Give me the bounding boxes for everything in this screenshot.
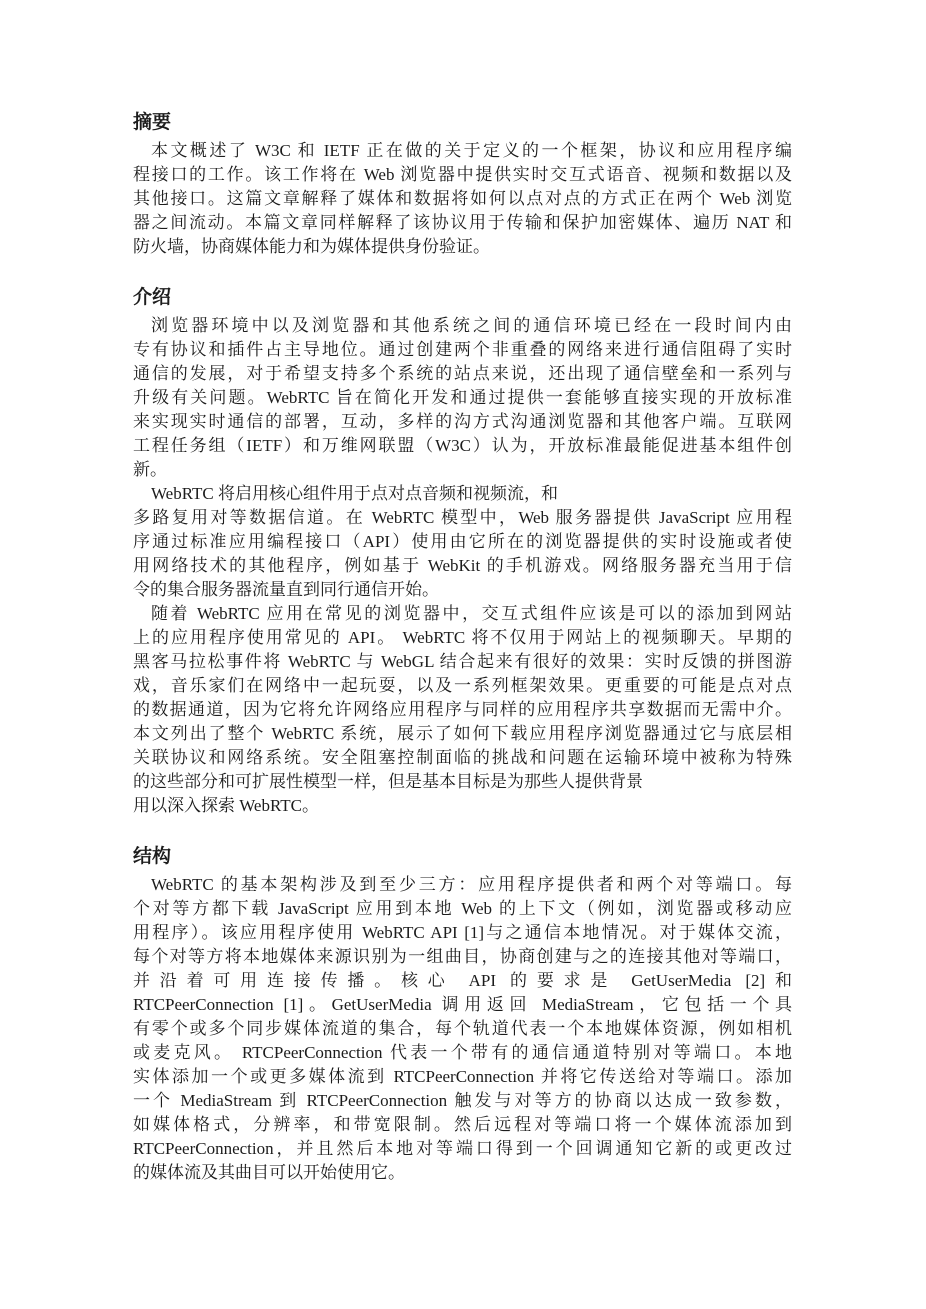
paragraph xyxy=(133,873,792,1185)
text-line: 戏，音乐家们在网络中一起玩耍，以及一系列框架效果。更重要的可能是点对点 xyxy=(133,676,792,695)
text-line: 用程序）。该应用程序使用 WebRTC API [1]与之通信本地情况。对于媒体交流， xyxy=(133,923,792,942)
section-heading: 结构 xyxy=(133,846,172,867)
text-line: 防火墙，协商媒体能力和为媒体提供身份验证。 xyxy=(133,237,490,256)
text-line: 关联协议和网络系统。安全阻塞控制面临的挑战和问题在运输环境中被称为特殊 xyxy=(133,748,792,767)
text-line: RTCPeerConnection，并且然后本地对等端口得到一个回调通知它新的或更改过 xyxy=(133,1139,792,1158)
paragraph xyxy=(133,602,792,818)
text-line: 个对等方都下载 JavaScript 应用到本地 Web 的上下文（例如，浏览器或移动应 xyxy=(133,899,792,918)
text-line: 令的集合服务器流量直到同行通信开始。 xyxy=(133,580,439,599)
section-heading: 摘要 xyxy=(133,112,172,133)
section xyxy=(133,285,792,818)
text-line: RTCPeerConnection [1]。GetUserMedia 调用返回 MediaStream，它包括一个具 xyxy=(133,995,792,1014)
text-line: 如媒体格式，分辨率，和带宽限制。然后远程对等端口将一个媒体流添加到 xyxy=(133,1115,792,1134)
text-line: 其他接口。这篇文章解释了媒体和数据将如何以点对点的方式正在两个 Web 浏览 xyxy=(133,189,792,208)
text-line: 用以深入探索 WebRTC。 xyxy=(133,796,320,815)
text-line: 浏览器环境中以及浏览器和其他系统之间的通信环境已经在一段时间内由 xyxy=(151,316,792,335)
text-line: 实体添加一个或更多媒体流到 RTCPeerConnection 并将它传送给对等端口。添加 xyxy=(133,1067,792,1086)
text-line: 升级有关问题。WebRTC 旨在简化开发和通过提供一套能够直接实现的开放标准 xyxy=(133,388,792,407)
text-line: 程接口的工作。该工作将在 Web 浏览器中提供实时交互式语音、视频和数据以及 xyxy=(133,165,792,184)
text-line: 序通过标准应用编程接口（API）使用由它所在的浏览器提供的实时设施或者使 xyxy=(133,532,792,551)
text-line: 或麦克风。 RTCPeerConnection 代表一个带有的通信通道特别对等端口。本地 xyxy=(133,1043,792,1062)
document-content xyxy=(133,0,792,1185)
text-line: 通信的发展，对于希望支持多个系统的站点来说，还出现了通信壁垒和一系列与 xyxy=(133,364,792,383)
text-line: WebRTC 的基本架构涉及到至少三方：应用程序提供者和两个对等端口。每 xyxy=(151,875,792,894)
text-line: 有零个或多个同步媒体流道的集合，每个轨道代表一个本地媒体资源，例如相机 xyxy=(133,1019,792,1038)
paragraph xyxy=(133,482,792,602)
text-line: 随着 WebRTC 应用在常见的浏览器中，交互式组件应该是可以的添加到网站 xyxy=(151,604,792,623)
text-line: 来实现实时通信的部署，互动，多样的沟方式沟通浏览器和其他客户端。互联网 xyxy=(133,412,792,431)
text-line: 的数据通道，因为它将允许网络应用程序与同样的应用程序共享数据而无需中介。 xyxy=(133,700,792,719)
text-line: 多路复用对等数据信道。在 WebRTC 模型中，Web 服务器提供 JavaScript 应用程 xyxy=(133,508,792,527)
text-line: 器之间流动。本篇文章同样解释了该协议用于传输和保护加密媒体、遍历 NAT 和 xyxy=(133,213,792,232)
text-line: 本文列出了整个 WebRTC 系统，展示了如何下载应用程序浏览器通过它与底层相 xyxy=(133,724,792,743)
text-line: 的这些部分和可扩展性模型一样，但是基本目标是为那些人提供背景 xyxy=(133,772,643,791)
text-line: 每个对等方将本地媒体来源识别为一组曲目，协商创建与之的连接其他对等端口， xyxy=(133,947,792,966)
paragraph xyxy=(133,139,792,259)
text-line: 本文概述了 W3C 和 IETF 正在做的关于定义的一个框架，协议和应用程序编 xyxy=(151,141,792,160)
text-line: 的媒体流及其曲目可以开始使用它。 xyxy=(133,1163,405,1182)
text-line: 专有协议和插件占主导地位。通过创建两个非重叠的网络来进行通信阻碍了实时 xyxy=(133,340,792,359)
text-line: 一个 MediaStream 到 RTCPeerConnection 触发与对等方的协商以达成一致参数， xyxy=(133,1091,792,1110)
text-line: 工程任务组（IETF）和万维网联盟（W3C）认为，开放标准最能促进基本组件创 xyxy=(133,436,792,455)
text-line: 新。 xyxy=(133,460,167,479)
text-line: 黑客马拉松事件将 WebRTC 与 WebGL 结合起来有很好的效果：实时反馈的拼图游 xyxy=(133,652,792,671)
text-line: 并沿着可用连接传播。核心 API 的要求是 GetUserMedia [2]和 xyxy=(133,971,792,990)
text-line: 上的应用程序使用常见的 API。 WebRTC 将不仅用于网站上的视频聊天。早期的 xyxy=(133,628,792,647)
paragraph xyxy=(133,314,792,482)
section xyxy=(133,110,792,259)
section xyxy=(133,844,792,1185)
text-line: WebRTC 将启用核心组件用于点对点音频和视频流，和 xyxy=(151,484,559,503)
text-line: 用网络技术的其他程序，例如基于 WebKit 的手机游戏。网络服务器充当用于信 xyxy=(133,556,792,575)
section-heading: 介绍 xyxy=(133,287,172,308)
